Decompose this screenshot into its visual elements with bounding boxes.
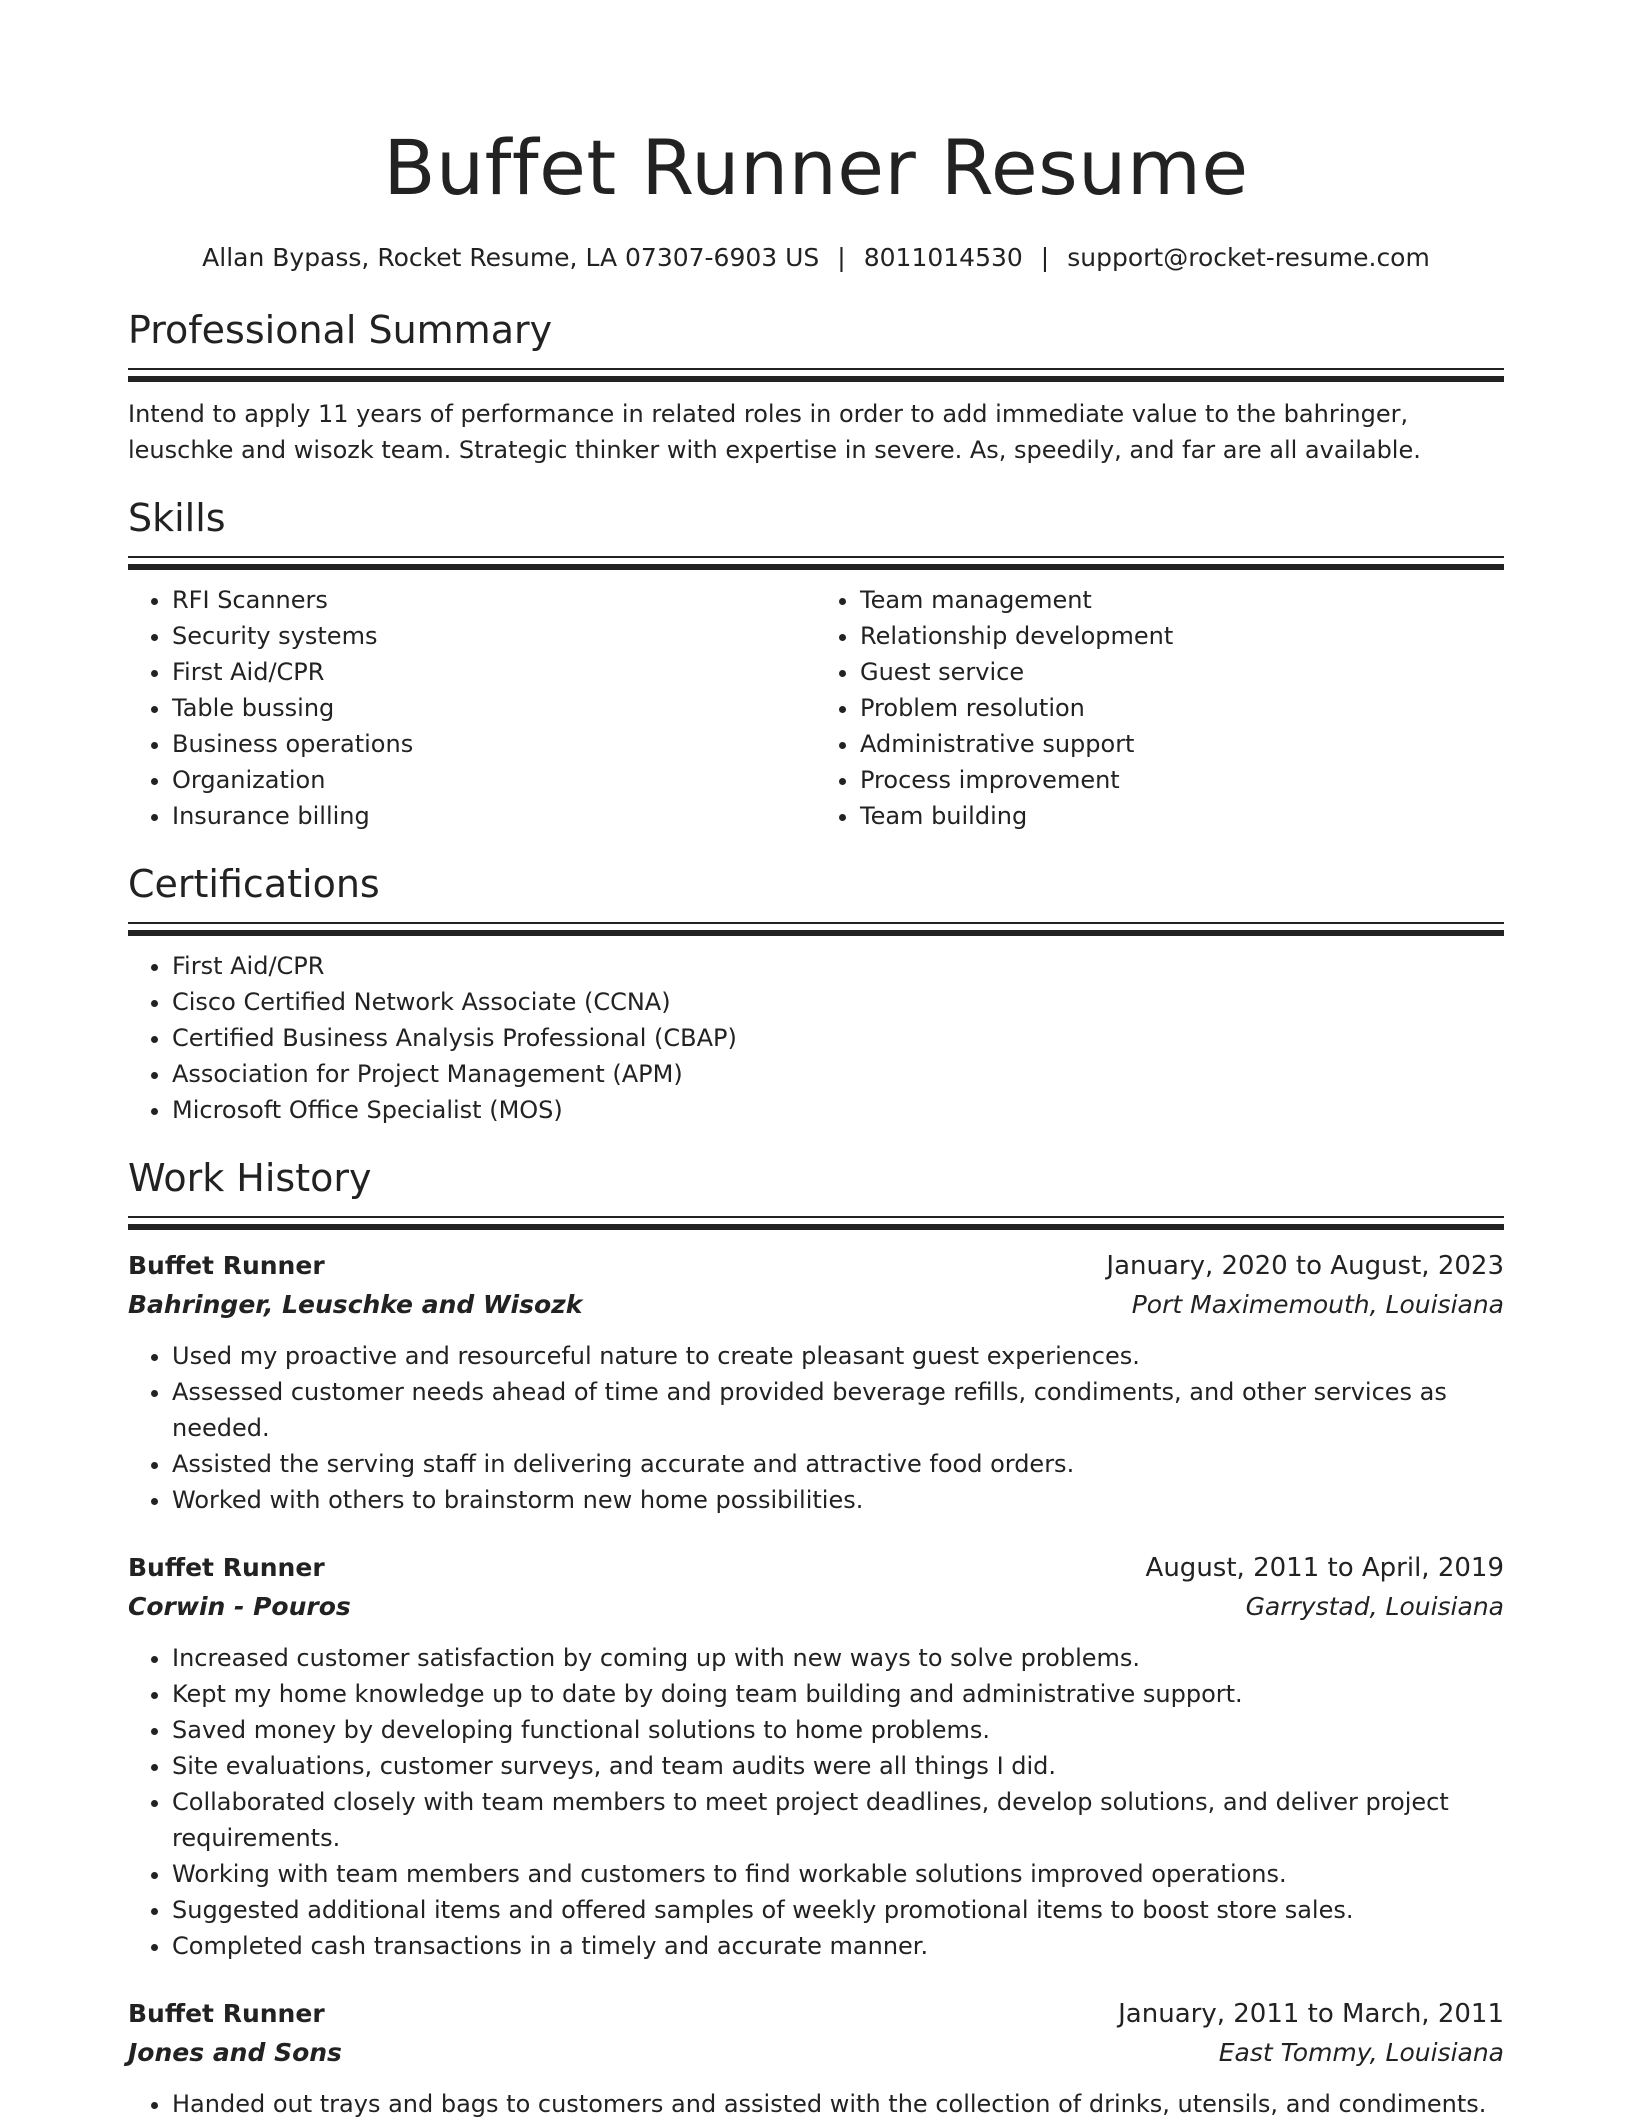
skill-item: • Relationship development [860,618,1504,654]
summary-section [128,306,1504,468]
contact-phone: 8011014530 [863,243,1023,272]
skills-columns [128,582,1504,834]
job-bullet: • Handed out trays and bags to customers and assisted with the collection of drinks, utensils, and condiments. [172,2086,1504,2122]
skills-list-left [128,582,816,834]
job-bullets [128,1640,1504,1964]
job-title: Buffet Runner [128,1999,325,2028]
certification-item: • First Aid/CPR [172,948,1504,984]
skill-item: • Problem resolution [860,690,1504,726]
contact-separator: | [837,243,846,272]
job-dates: January, 2020 to August, 2023 [1106,1251,1504,1281]
job-company-row [128,1286,1504,1324]
skill-item: • Team management [860,582,1504,618]
section-rule-thin [128,556,1504,558]
skill-item: • Team building [860,798,1504,834]
job-location: Garrystad, Louisiana [1245,1592,1504,1621]
skill-item: • Business operations [172,726,816,762]
job-entry [128,1548,1504,1964]
job-bullet: • Assisted the serving staff in delivering accurate and attractive food orders. [172,1446,1504,1482]
work-history-section [128,1154,1504,2122]
section-rule-thin [128,922,1504,924]
section-rule-thin [128,368,1504,370]
skill-item: • Process improvement [860,762,1504,798]
job-location: Port Maximemouth, Louisiana [1131,1290,1504,1319]
skill-item: • Guest service [860,654,1504,690]
skill-item: • Administrative support [860,726,1504,762]
section-rule-thick [128,1224,1504,1230]
section-heading-skills: Skills [128,496,226,540]
skill-item: • Organization [172,762,816,798]
contact-address: Allan Bypass, Rocket Resume, LA 07307-6903 US [202,243,820,272]
job-title: Buffet Runner [128,1553,325,1582]
job-company-row [128,2034,1504,2072]
job-bullet: • Suggested additional items and offered samples of weekly promotional items to boost store sales. [172,1892,1504,1928]
job-bullet: • Collaborated closely with team members to meet project deadlines, develop solutions, and deliver project requirements. [172,1784,1504,1856]
job-dates: January, 2011 to March, 2011 [1118,1999,1504,2029]
summary-text: Intend to apply 11 years of performance in related roles in order to add immediate value to the bahringer, leuschke and wisozk team. Strategic thinker with expertise in severe. As, speedily, and far are all available. [128,400,1421,464]
section-rule-thick [128,564,1504,570]
skill-item: • Insurance billing [172,798,816,834]
skills-list-right [816,582,1504,834]
contact-email: support@rocket-resume.com [1067,243,1430,272]
job-header-row [128,1994,1504,2034]
certifications-section [128,860,1504,1128]
job-company: Corwin - Pouros [128,1592,351,1621]
certification-item: • Microsoft Office Specialist (MOS) [172,1092,1504,1128]
job-location: East Tommy, Louisiana [1218,2038,1504,2067]
job-bullet: • Completed cash transactions in a timely and accurate manner. [172,1928,1504,1964]
job-company-row [128,1588,1504,1626]
job-bullet: • Working with team members and customers to find workable solutions improved operations. [172,1856,1504,1892]
certifications-list [128,948,1504,1128]
certification-item: • Association for Project Management (APM) [172,1056,1504,1092]
job-bullets [128,1338,1504,1518]
job-bullet: • Used my proactive and resourceful nature to create pleasant guest experiences. [172,1338,1504,1374]
job-header-row [128,1548,1504,1588]
job-header-row [128,1246,1504,1286]
section-rule-thick [128,930,1504,936]
skill-item: • Security systems [172,618,816,654]
section-heading-certifications: Certifications [128,862,380,906]
job-bullet: • Saved money by developing functional solutions to home problems. [172,1712,1504,1748]
section-heading-work-history: Work History [128,1156,372,1200]
job-bullet: • Kept my home knowledge up to date by doing team building and administrative support. [172,1676,1504,1712]
skill-item: • Table bussing [172,690,816,726]
certification-item: • Cisco Certified Network Associate (CCNA) [172,984,1504,1020]
section-rule-thick [128,376,1504,382]
skills-section [128,494,1504,834]
resume-title: Buffet Runner Resume [383,123,1249,212]
contact-separator: | [1040,243,1050,272]
skill-item: • RFI Scanners [172,582,816,618]
skills-column-left [128,582,816,834]
certification-item: • Certified Business Analysis Professional (CBAP) [172,1020,1504,1056]
job-bullet: • Worked with others to brainstorm new home possibilities. [172,1482,1504,1518]
job-company: Bahringer, Leuschke and Wisozk [128,1290,583,1319]
section-rule-thin [128,1216,1504,1218]
skills-column-right [816,582,1504,834]
job-bullet: • Site evaluations, customer surveys, and team audits were all things I did. [172,1748,1504,1784]
job-dates: August, 2011 to April, 2019 [1145,1553,1504,1583]
job-bullet: • Assessed customer needs ahead of time and provided beverage refills, condiments, and other services as needed. [172,1374,1504,1446]
job-bullets [128,2086,1504,2122]
job-entry [128,1246,1504,1518]
job-entry [128,1994,1504,2122]
job-company: Jones and Sons [128,2038,342,2067]
contact-line [128,240,1504,276]
section-heading-summary: Professional Summary [128,308,553,352]
job-title: Buffet Runner [128,1251,325,1280]
skill-item: • First Aid/CPR [172,654,816,690]
job-bullet: • Increased customer satisfaction by coming up with new ways to solve problems. [172,1640,1504,1676]
